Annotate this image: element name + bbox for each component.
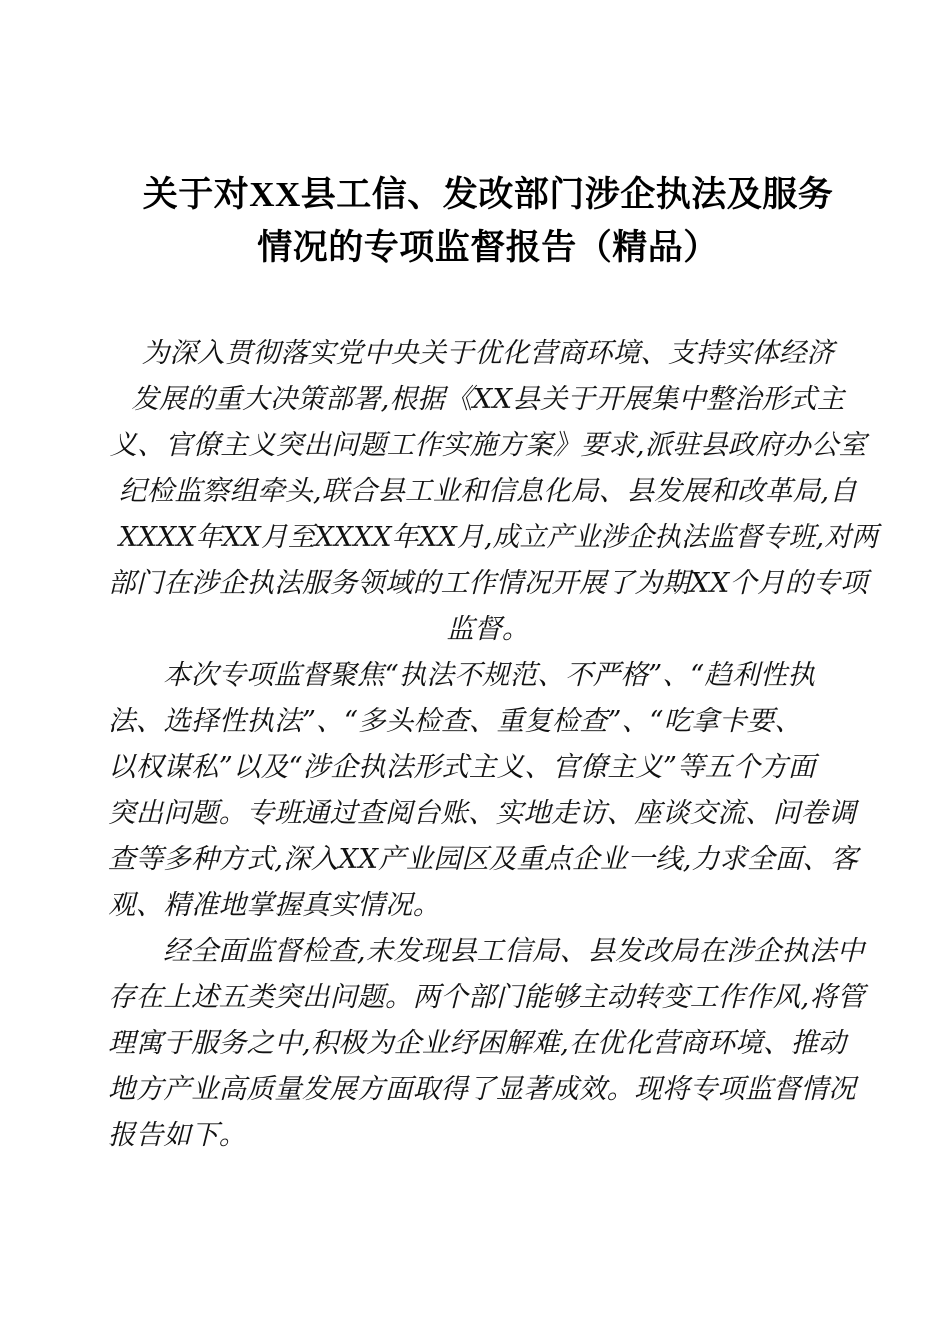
- paragraph-line: 经全面监督检查,未发现县工信局、县发改局在涉企执法中: [163, 935, 865, 967]
- document-title-line-2: 情况的专项监督报告（精品）: [257, 228, 719, 267]
- paragraph-line: XXXX年XX月至XXXX年XX月,成立产业涉企执法监督专班,对两: [118, 521, 879, 553]
- paragraph-line: 监督。: [446, 613, 530, 645]
- paragraph-line: 部门在涉企执法服务领域的工作情况开展了为期XX个月的专项: [108, 567, 868, 599]
- paragraph-line: 理寓于服务之中,积极为企业纾困解难,在优化营商环境、推动: [108, 1027, 847, 1059]
- paragraph-line: 突出问题。专班通过查阅台账、实地走访、座谈交流、问卷调: [108, 797, 856, 829]
- document-title: [108, 168, 868, 274]
- body-paragraph-2: [108, 652, 868, 928]
- paragraph-line: 法、选择性执法”、“多头检查、重复检查”、“吃拿卡要、: [108, 705, 803, 737]
- paragraph-line: 报告如下。: [108, 1119, 247, 1151]
- paragraph-line: 以权谋私”以及“涉企执法形式主义、官僚主义”等五个方面: [108, 751, 816, 783]
- paragraph-line: 纪检监察组牵头,联合县工业和信息化局、县发展和改革局,自: [118, 475, 858, 507]
- paragraph-line: 查等多种方式,深入XX产业园区及重点企业一线,力求全面、客: [108, 843, 858, 875]
- document-title-line-1: 关于对XX县工信、发改部门涉企执法及服务: [142, 175, 834, 214]
- paragraph-line: 为深入贯彻落实党中央关于优化营商环境、支持实体经济: [141, 337, 835, 369]
- paragraph-line: 义、官僚主义突出问题工作实施方案》要求,派驻县政府办公室: [109, 429, 867, 461]
- body-paragraph-1: [108, 330, 879, 652]
- document-body: [108, 330, 879, 1158]
- paragraph-line: 发展的重大决策部署,根据《XX县关于开展集中整治形式主: [131, 383, 845, 415]
- paragraph-line: 本次专项监督聚焦“执法不规范、不严格”、“趋利性执: [163, 659, 816, 691]
- body-paragraph-3: [108, 928, 868, 1158]
- paragraph-line: 存在上述五类突出问题。两个部门能够主动转变工作作风,将管: [108, 981, 865, 1013]
- paragraph-line: 地方产业高质量发展方面取得了显著成效。现将专项监督情况: [108, 1073, 856, 1105]
- paragraph-line: 观、精准地掌握真实情况。: [108, 889, 441, 921]
